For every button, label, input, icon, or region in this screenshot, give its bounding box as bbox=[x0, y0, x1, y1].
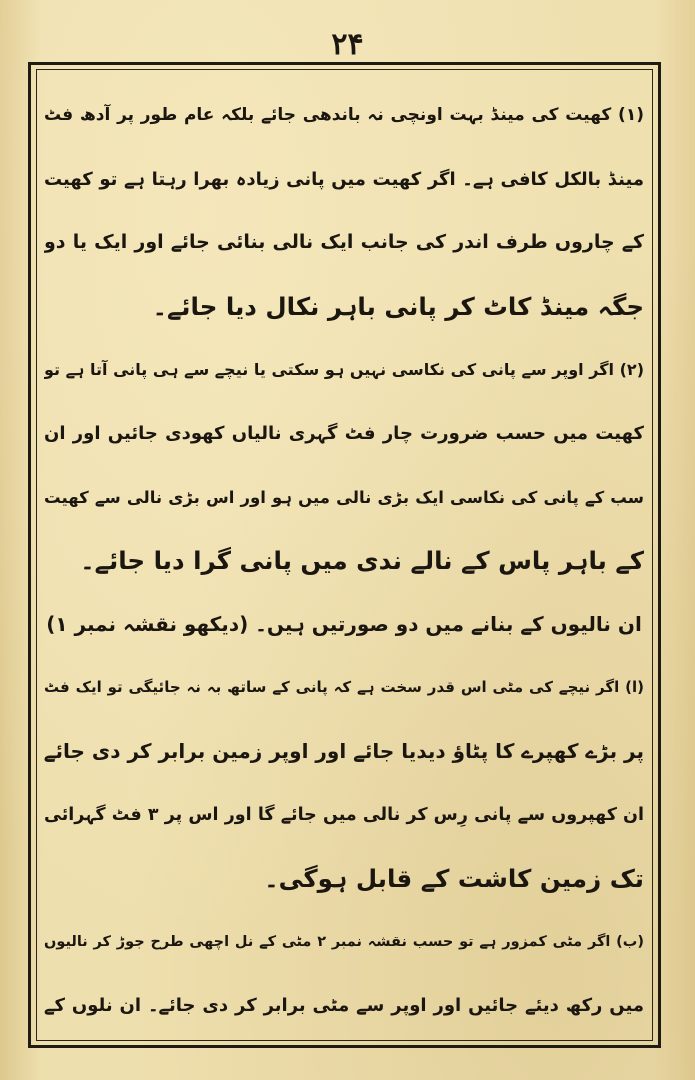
text-line: ان نالیوں کے بنانے میں دو صورتیں ہیں۔ (دیکھو نقشہ نمبر ۱) bbox=[46, 611, 642, 636]
text-line: (۲) اگر اوپر سے پانی کی نکاسی نہیں ہو سکتی یا نیچے سے ہی پانی آتا ہے تو bbox=[44, 360, 644, 380]
text-line: (ا) اگر نیچے کی مٹی اس قدر سخت ہے کہ پانی کے ساتھ بہ نہ جائیگی تو ایک فٹ bbox=[44, 678, 644, 697]
page-text bbox=[44, 84, 644, 1038]
text-line: میں رکھ دیئے جائیں اور اوپر سے مٹی برابر کر دی جائے۔ ان نلوں کے bbox=[44, 995, 644, 1017]
text-line: پر بڑے کھپرے کا پٹاؤ دیدیا جائے اور اوپر زمین برابر کر دی جائے bbox=[44, 738, 644, 763]
text-line: سب کے پانی کی نکاسی ایک بڑی نالی میں ہو اور اس بڑی نالی سے کھیت bbox=[44, 487, 644, 507]
text-line: (ب) اگر مٹی کمزور ہے تو حسب نقشہ نمبر ۲ مٹی کے نل اچھی طرح جوڑ کر نالیوں bbox=[44, 933, 644, 950]
page-number: ۲۴ bbox=[331, 27, 364, 62]
text-line: ان کھپروں سے پانی رِس کر نالی میں جائے گا اور اس پر ۳ فٹ گہرائی bbox=[44, 804, 644, 825]
text-line: کے چاروں طرف اندر کی جانب ایک نالی بنائی جائے اور ایک یا دو bbox=[44, 231, 644, 254]
text-line: مینڈ بالکل کافی ہے۔ اگر کھیت میں پانی زیادہ بھرا رہتا ہے تو کھیت bbox=[44, 168, 644, 190]
text-line: کے باہر پاس کے نالے ندی میں پانی گرا دیا جائے۔ bbox=[80, 546, 644, 576]
text-line: (۱) کھیت کی مینڈ بہت اونچی نہ باندھی جائے بلکہ عام طور پر آدھ فٹ bbox=[44, 105, 644, 125]
text-line: تک زمین کاشت کے قابل ہوگی۔ bbox=[264, 864, 644, 894]
text-line: کھیت میں حسب ضرورت چار فٹ گہری نالیاں کھودی جائیں اور ان bbox=[44, 422, 644, 444]
text-line: جگہ مینڈ کاٹ کر پانی باہر نکال دیا جائے۔ bbox=[152, 291, 644, 321]
